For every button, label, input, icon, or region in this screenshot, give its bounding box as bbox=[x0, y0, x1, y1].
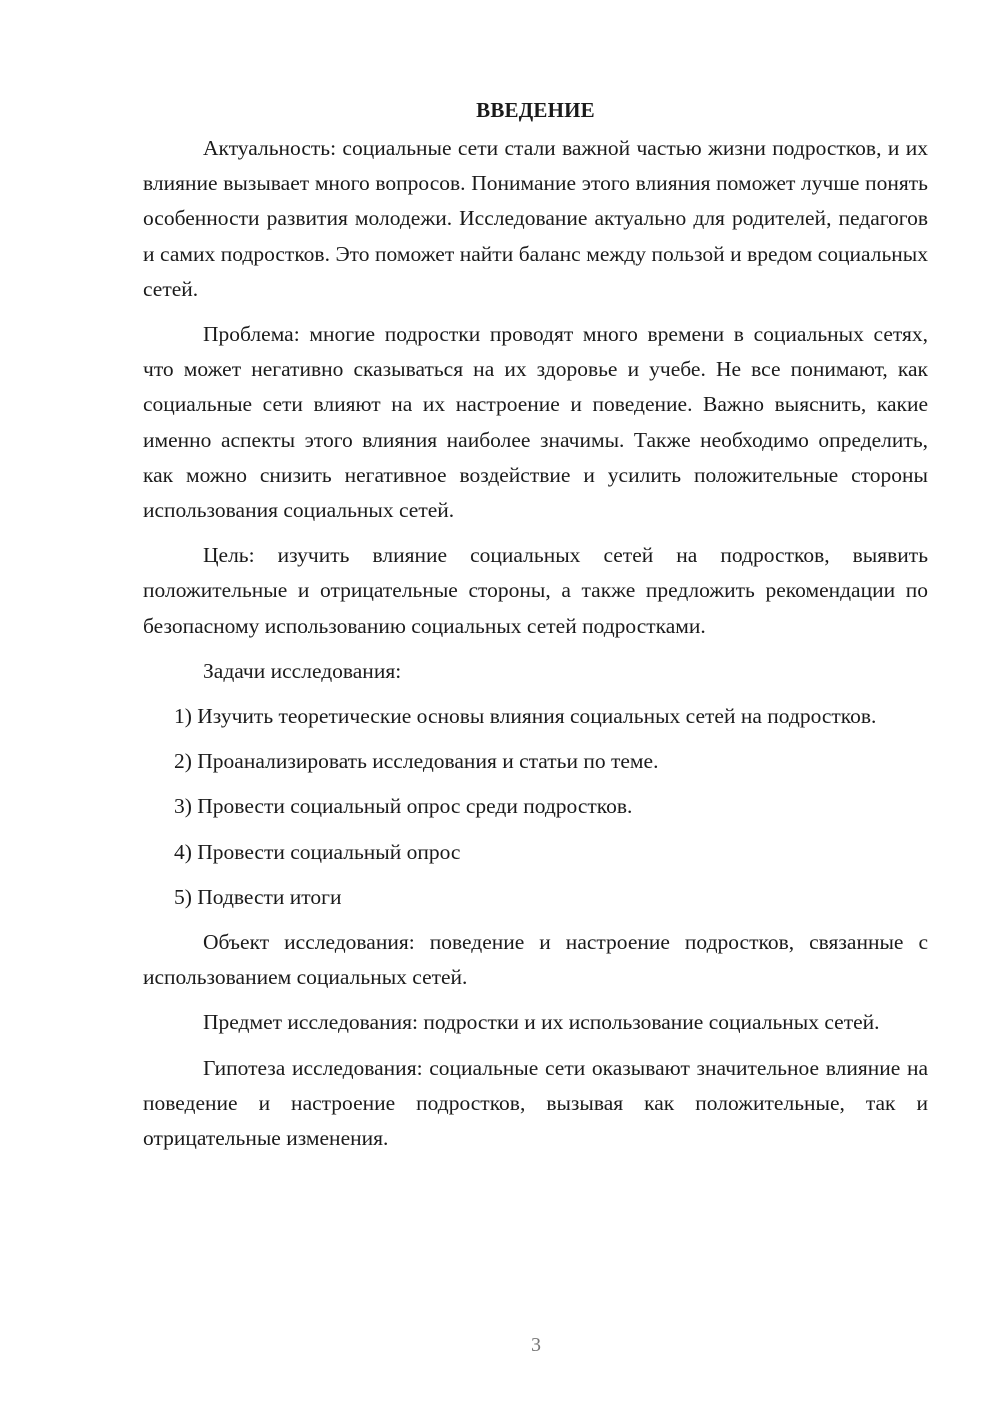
paragraph-subject: Предмет исследования: подростки и их использование социальных сетей. bbox=[203, 1010, 880, 1035]
document-page bbox=[143, 95, 928, 1166]
paragraph-goal: Цель: изучить влияние социальных сетей на подростков, выявить положительные и отрицательные стороны, а также предложить рекомендации по безопасному использованию социальных сетей подростками. bbox=[143, 543, 928, 638]
paragraph-problem: Проблема: многие подростки проводят много времени в социальных сетях, что может негативно сказываться на их здоровье и учебе. Не все понимают, как социальные сети влияют на их настроение и поведение. Важно выяснить, какие именно аспекты этого влияния наиболее значимы. Также необходимо определить, как можно снизить негативное воздействие и усилить положительные стороны использования социальных сетей. bbox=[143, 322, 928, 523]
paragraph-hypothesis: Гипотеза исследования: социальные сети оказывают значительное влияние на поведение и настроение подростков, вызывая как положительные, так и отрицательные изменения. bbox=[143, 1055, 928, 1151]
section-title: ВВЕДЕНИЕ bbox=[476, 98, 595, 122]
list-item: 5) Подвести итоги bbox=[174, 884, 342, 909]
page-number: 3 bbox=[531, 1334, 541, 1356]
tasks-heading: Задачи исследования: bbox=[203, 658, 402, 683]
list-item: 3) Провести социальный опрос среди подростков. bbox=[174, 794, 633, 819]
tasks-list bbox=[143, 699, 928, 915]
paragraph-object: Объект исследования: поведение и настроение подростков, связанные с использованием социальных сетей. bbox=[143, 930, 928, 990]
list-item: 4) Провести социальный опрос bbox=[174, 839, 461, 864]
paragraph-relevance: Актуальность: социальные сети стали важной частью жизни подростков, и их влияние вызывает много вопросов. Понимание этого влияния поможет лучше понять особенности развития молодежи. Исследование актуально для родителей, педагогов и самих подростков. Это поможет найти баланс между пользой и вредом социальных сетей. bbox=[143, 136, 928, 301]
list-item: 2) Проанализировать исследования и статьи по теме. bbox=[174, 749, 659, 774]
list-item: 1) Изучить теоретические основы влияния социальных сетей на подростков. bbox=[174, 704, 877, 729]
